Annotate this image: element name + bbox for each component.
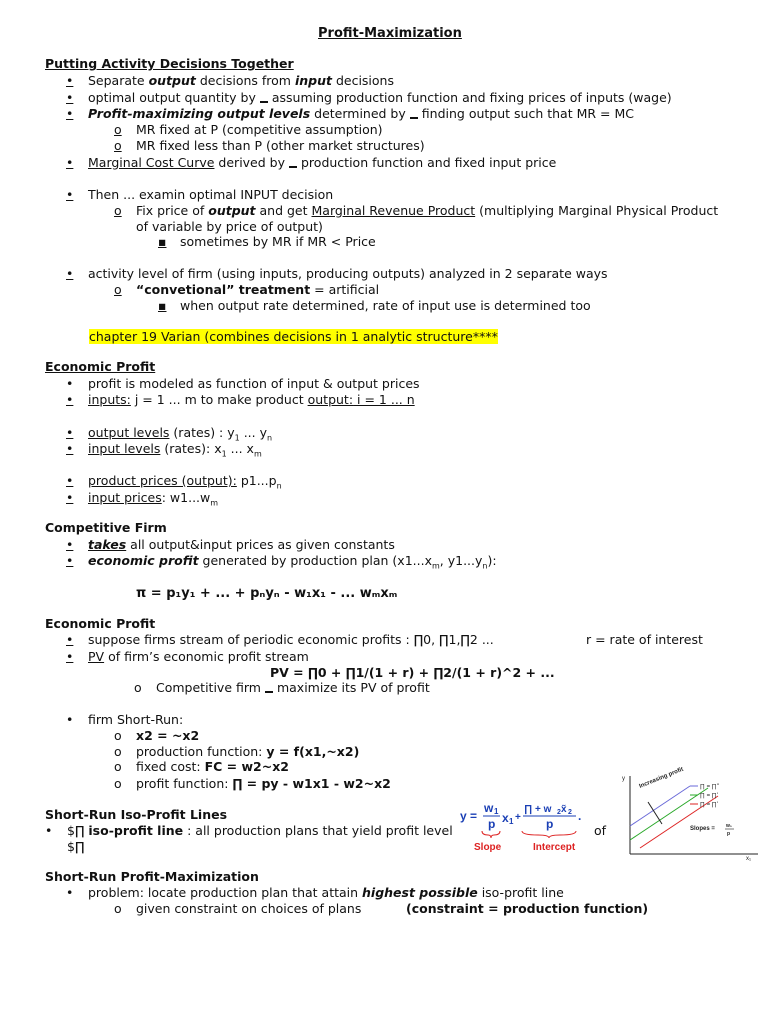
page-title: Profit-Maximization xyxy=(318,26,462,41)
subbullet-constraint: o given constraint on choices of plans xyxy=(114,901,362,916)
svg-text:2: 2 xyxy=(568,809,572,816)
bullet-product-prices: • product prices (output): $p1...p_n$ xyxy=(66,473,282,491)
subbullet-competitive-firm: o Competitive firm maximize its PV of profit xyxy=(134,680,430,695)
svg-text:p: p xyxy=(546,817,554,831)
iso-profit-graph xyxy=(618,766,766,862)
intercept-label: Intercept xyxy=(533,842,576,853)
subsubbullet-when-output: ▪ when output rate determined, rate of input use is determined too xyxy=(158,298,591,313)
subsubbullet-sometimes: ▪ sometimes by MR if MR < Price xyxy=(158,234,376,249)
section-heading-profit-max: Short-Run Profit-Maximization xyxy=(45,869,259,884)
legend-profit-1: ∏ = ∏'' xyxy=(700,784,720,790)
text-of-variable: of variable by price of output) xyxy=(136,219,323,234)
subbullet-fixed-cost: o fixed cost: FC = w2~x2 xyxy=(114,759,289,774)
svg-text:y: y xyxy=(622,776,625,782)
bullet-short-run: • firm Short-Run: xyxy=(66,712,184,727)
bullet-suppose: • suppose firms stream of periodic economic profits : ∏0, ∏1,∏2 ... xyxy=(66,632,494,647)
bullet-output-levels: • output levels (rates) : $y_1$ ... $y_n$ xyxy=(66,425,273,443)
svg-text:1: 1 xyxy=(494,807,499,816)
subbullet-production-function: o production function: y = f(x1,~x2) xyxy=(114,744,360,759)
rate-of-interest: r = rate of interest xyxy=(586,632,703,647)
arrow-icon xyxy=(265,689,273,693)
bullet-economic-profit: • economic profit generated by production plan ($x1...x_m$, $y1...y_n$): xyxy=(66,553,497,571)
section-heading-competitive-firm: Competitive Firm xyxy=(45,520,167,535)
bullet-inputs: • inputs: j = 1 ... m to make product output: i = 1 ... n xyxy=(66,392,415,407)
bullet-then: • Then ... examin optimal INPUT decision xyxy=(66,187,334,202)
svg-text:1: 1 xyxy=(509,817,514,826)
subbullet-mr-fixed: o MR fixed at P (competitive assumption) xyxy=(114,122,383,137)
svg-text:+: + xyxy=(515,812,521,823)
bullet-profit-modeled: • profit is modeled as function of input & output prices xyxy=(66,376,420,391)
legend-profit-2: ∏ = ∏' xyxy=(700,793,718,799)
arrow-icon xyxy=(260,99,268,103)
svg-text:x: x xyxy=(502,811,509,825)
bullet-input-levels: • input levels (rates): $x_1$ ... $x_m$ xyxy=(66,441,262,459)
svg-text:y =: y = xyxy=(460,809,478,823)
profit-formula: π = p₁y₁ + ... + pₙyₙ - w₁x₁ - ... wₘxₘ xyxy=(136,586,398,601)
bullet-iso-profit-line: • $∏ iso-profit line : all production plans that yield profit level xyxy=(45,823,453,838)
slopes-label: Slopes = xyxy=(690,826,715,832)
bullet-separate: • Separate output decisions from input decisions xyxy=(66,73,394,88)
arrow-icon xyxy=(289,164,297,168)
svg-text:p: p xyxy=(727,831,731,837)
bullet-takes: • takes all output&input prices as given constants xyxy=(66,537,395,552)
bullet-profit-max: • Profit-maximizing output levels determined by finding output such that MR = MC xyxy=(66,106,634,121)
svg-text:x̃: x̃ xyxy=(561,804,567,815)
section-heading-activity: Putting Activity Decisions Together xyxy=(45,56,294,71)
pv-formula: PV = ∏0 + ∏1/(1 + r) + ∏2/(1 + r)^2 + ... xyxy=(270,665,555,680)
subbullet-profit-function: o profit function: ∏ = py - w1x1 - w2~x2 xyxy=(114,776,391,791)
legend-profit-3: ∏ = ∏' xyxy=(700,802,718,808)
iso-profit-equation xyxy=(458,798,598,858)
bullet-input-prices: • input prices: $w1...w_m$ xyxy=(66,490,219,508)
subbullet-conventional: o “convetional” treatment = artificial xyxy=(114,282,380,297)
of-text: of xyxy=(594,823,607,838)
highlight-note: chapter 19 Varian (combines decisions in 1 analytic structure**** xyxy=(89,329,498,344)
arrow-icon xyxy=(410,115,418,119)
section-heading-economic-profit-2: Economic Profit xyxy=(45,616,156,631)
subbullet-fix-price: o Fix price of output and get Marginal Revenue Product (multiplying Marginal Physical Product xyxy=(114,203,719,218)
svg-text:p: p xyxy=(488,817,496,831)
bullet-activity-level: • activity level of firm (using inputs, producing outputs) analyzed in 2 separate ways xyxy=(66,266,608,281)
slope-label: Slope xyxy=(474,842,502,853)
subbullet-x2: o x2 = ~x2 xyxy=(114,728,200,743)
svg-text:∏ + w: ∏ + w xyxy=(524,804,552,815)
constraint-note: (constraint = production function) xyxy=(406,901,649,916)
svg-text:w₁: w₁ xyxy=(726,823,732,829)
svg-text:x₁: x₁ xyxy=(746,856,752,862)
subbullet-mr-less: o MR fixed less than P (other market structures) xyxy=(114,138,425,153)
bullet-pv: • PV of firm’s economic profit stream xyxy=(66,649,309,664)
bullet-mc-curve: • Marginal Cost Curve derived by production function and fixed input price xyxy=(66,155,557,170)
svg-text:2: 2 xyxy=(557,809,561,816)
bullet-problem: • problem: locate production plan that attain highest possible iso-profit line xyxy=(66,885,564,900)
bullet-optimal-output: • optimal output quantity by assuming production function and fixing prices of inputs (wage) xyxy=(66,90,672,105)
increasing-profit-label: Increasing profit xyxy=(638,766,685,790)
svg-text:.: . xyxy=(578,809,582,823)
svg-text:w: w xyxy=(484,801,494,815)
section-heading-economic-profit: Economic Profit xyxy=(45,359,156,374)
section-heading-iso-profit: Short-Run Iso-Profit Lines xyxy=(45,807,228,822)
profit-symbol-text: $∏ xyxy=(67,839,85,854)
